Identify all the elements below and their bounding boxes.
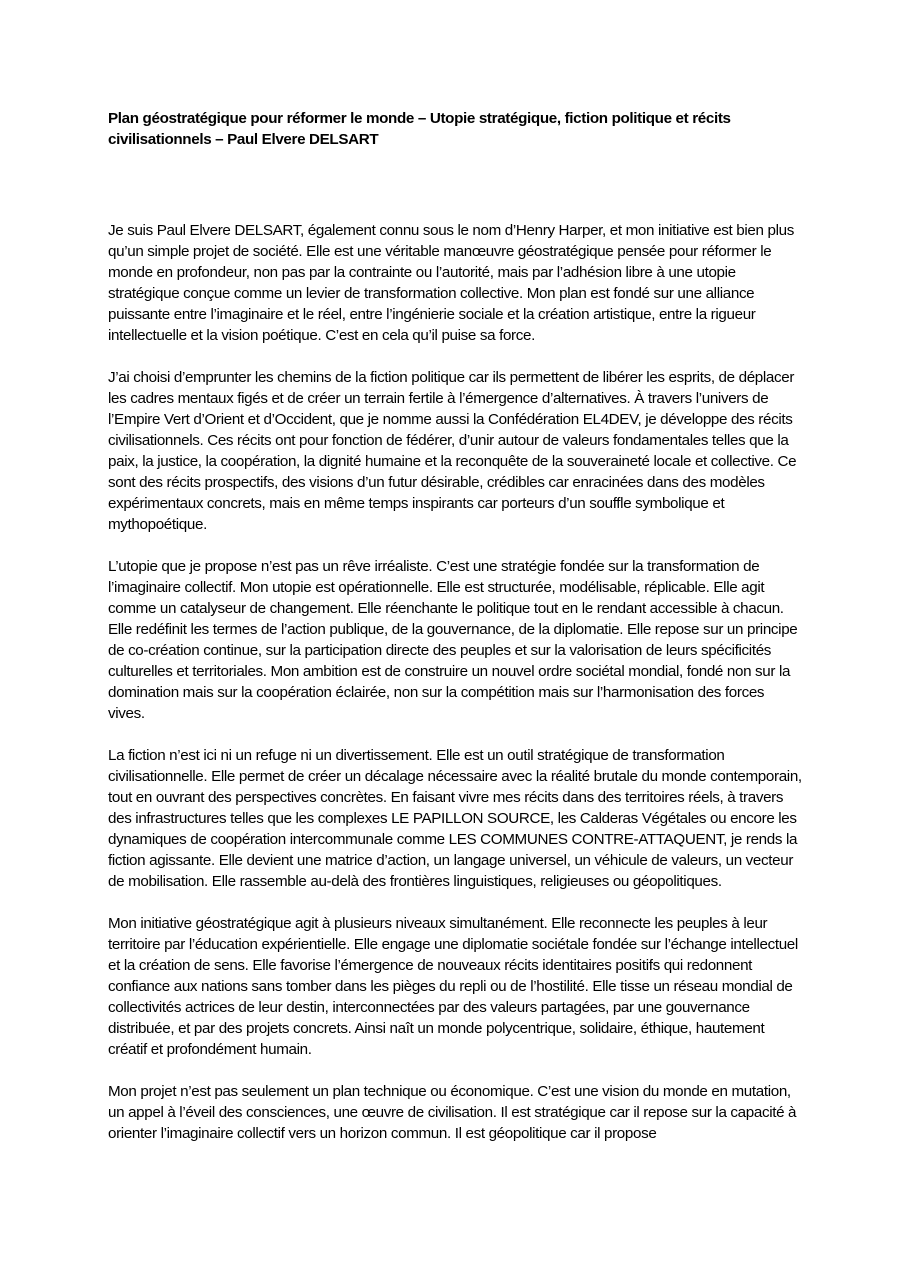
paragraph-political-fiction: J’ai choisi d’emprunter les chemins de la fiction politique car ils permettent de libérer les esprits, de déplacer les cadres mentaux figés et de créer un terrain fertile à l’émergence d’alternatives. À travers l’univers de l’Empire Vert d’Orient et d’Occident, que je nomme aussi la Confédération EL4DEV, je développe des récits civilisationnels. Ces récits ont pour fonction de fédérer, d’unir autour de valeurs fondamentales telles que la paix, la justice, la coopération, la dignité humaine et la reconquête de la souveraineté locale et collective. Ce sont des récits prospectifs, des visions d’un futur désirable, crédibles car enracinées dans des modèles expérimentaux concrets, mais en même temps inspirants car porteurs d’un souffle symbolique et mythopoétique.	[108, 369, 797, 533]
paragraph-introduction: Je suis Paul Elvere DELSART, également connu sous le nom d’Henry Harper, et mon initiative est bien plus qu’un simple projet de société. Elle est une véritable manœuvre géostratégique pensée pour réformer le monde en profondeur, non pas par la contrainte ou l’autorité, mais par l’adhésion libre à une utopie stratégique conçue comme un levier de transformation collective. Mon plan est fondé sur une alliance puissante entre l’imaginaire et le réel, entre l’ingénierie sociale et la création artistique, entre la rigueur intellectuelle et la vision poétique. C’est en cela qu’il puise sa force.	[108, 222, 794, 344]
paragraph-initiative-levels: Mon initiative géostratégique agit à plusieurs niveaux simultanément. Elle reconnecte les peuples à leur territoire par l’éducation expérientielle. Elle engage une diplomatie sociétale fondée sur l’échange intellectuel et la création de sens. Elle favorise l’émergence de nouveaux récits identitaires positifs qui redonnent confiance aux nations sans tomber dans les pièges du repli ou de l’hostilité. Elle tisse un réseau mondial de collectivités actrices de leur destin, interconnectées par des valeurs partagées, par une gouvernance distribuée, et par des projets concrets. Ainsi naît un monde polycentrique, solidaire, éthique, hautement créatif et profondément humain.	[108, 915, 798, 1058]
paragraph-vision: Mon projet n’est pas seulement un plan technique ou économique. C’est une vision du monde en mutation, un appel à l’éveil des consciences, une œuvre de civilisation. Il est stratégique car il repose sur la capacité à orienter l’imaginaire collectif vers un horizon commun. Il est géopolitique car il propose	[108, 1083, 797, 1142]
document-body	[108, 108, 802, 1165]
document-title: Plan géostratégique pour réformer le monde – Utopie stratégique, fiction politique et récits civilisationnels – Paul Elvere DELSART	[108, 110, 731, 148]
paragraph-fiction-tool: La fiction n’est ici ni un refuge ni un divertissement. Elle est un outil stratégique de transformation civilisationnelle. Elle permet de créer un décalage nécessaire avec la réalité brutale du monde contemporain, tout en ouvrant des perspectives concrètes. En faisant vivre mes récits dans des territoires réels, à travers des infrastructures telles que les complexes LE PAPILLON SOURCE, les Calderas Végétales ou encore les dynamiques de coopération intercommunale comme LES COMMUNES CONTRE-ATTAQUENT, je rends la fiction agissante. Elle devient une matrice d’action, un langage universel, un véhicule de valeurs, un vecteur de mobilisation. Elle rassemble au-delà des frontières linguistiques, religieuses ou géopolitiques.	[108, 747, 802, 890]
paragraph-utopia: L’utopie que je propose n’est pas un rêve irréaliste. C’est une stratégie fondée sur la transformation de l’imaginaire collectif. Mon utopie est opérationnelle. Elle est structurée, modélisable, réplicable. Elle agit comme un catalyseur de changement. Elle réenchante le politique tout en le rendant accessible à chacun. Elle redéfinit les termes de l’action publique, de la gouvernance, de la diplomatie. Elle repose sur un principe de co-création continue, sur la participation directe des peuples et sur la valorisation de leurs spécificités culturelles et territoriales. Mon ambition est de construire un nouvel ordre sociétal mondial, fondé non sur la domination mais sur la coopération éclairée, non sur la compétition mais sur l’harmonisation des forces vives.	[108, 558, 798, 722]
